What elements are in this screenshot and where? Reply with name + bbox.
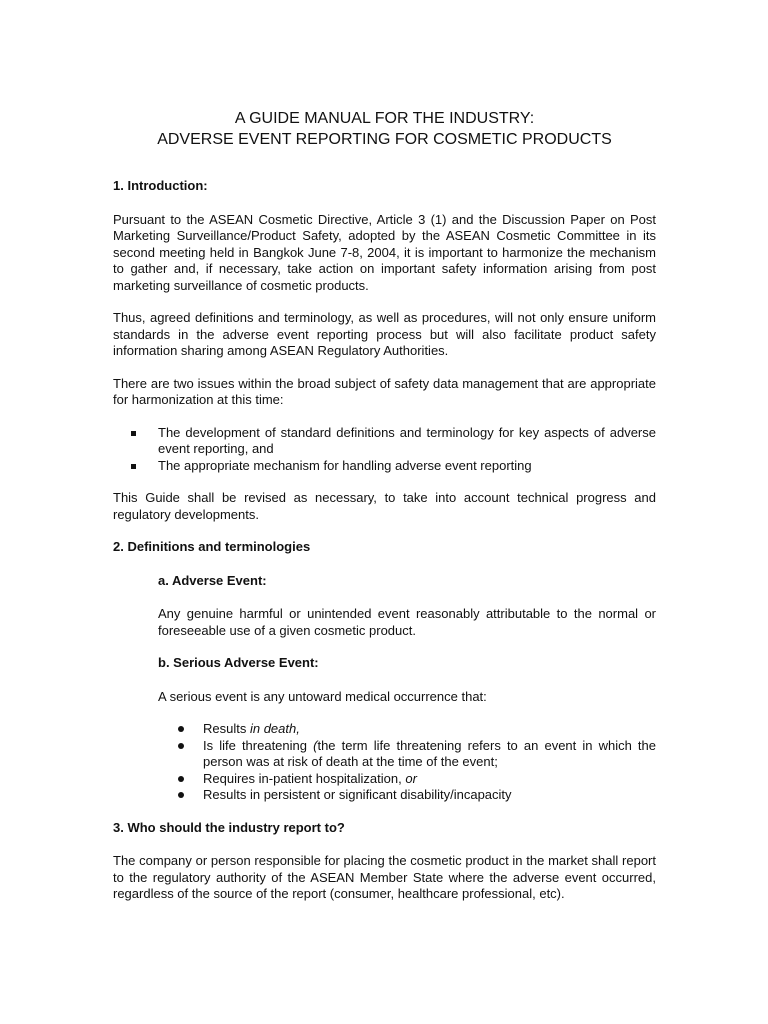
intro-paragraph-1: Pursuant to the ASEAN Cosmetic Directive, Article 3 (1) and the Discussion Paper on Post Marketing Surveillance/Product Safety, adopted by the ASEAN Cosmetic Committee in its second meeting held in Bangkok June 7-8, 2004, it is important to harmonize the mechanism to gather and, if necessary, take action on important safety information arising from post marketing surveillance of cosmetic products. (113, 211, 656, 293)
round-bullet-icon (178, 726, 184, 732)
list-item (158, 787, 656, 804)
intro-paragraph-4: This Guide shall be revised as necessary, to take into account technical progress and regulatory developments. (113, 490, 656, 522)
section-1-heading: 1. Introduction: (113, 178, 208, 193)
section-3-heading: 3. Who should the industry report to? (113, 819, 345, 835)
list-item-text: The appropriate mechanism for handling adverse event reporting (158, 457, 532, 473)
list-item (158, 738, 656, 771)
round-bullet-icon (178, 792, 184, 798)
definition-a (158, 573, 656, 706)
list-item (113, 425, 656, 458)
serious-event-criteria-list (158, 721, 656, 804)
document-page (113, 108, 656, 919)
criteria-text: Results (203, 721, 250, 736)
criteria-emphasis: ( (313, 737, 318, 753)
definition-b-text: A serious event is any untoward medical occurrence that: (158, 688, 487, 704)
criteria-text: the term life threatening refers to an event in which the person was at risk of death at the time of the event; (203, 737, 656, 769)
title-line-2: ADVERSE EVENT REPORTING FOR COSMETIC PRODUCTS (157, 131, 612, 148)
harmonization-issues-list (113, 425, 656, 475)
list-item (158, 721, 656, 738)
square-bullet-icon (131, 431, 136, 436)
definition-a-heading: a. Adverse Event: (158, 572, 267, 588)
round-bullet-icon (178, 776, 184, 782)
report-paragraph-1: The company or person responsible for placing the cosmetic product in the market shall report to the regulatory authority of the ASEAN Member State where the adverse event occurred, regardless of the source of the report (consumer, healthcare professional, etc). (113, 853, 656, 901)
square-bullet-icon (131, 464, 136, 469)
criteria-text: Is life threatening (203, 737, 314, 753)
intro-paragraph-2: Thus, agreed definitions and terminology, as well as procedures, will not only ensure uniform standards in the adverse event reporting process but will also facilitate product safety information sharing among ASEAN Regulatory Authorities. (113, 310, 656, 358)
document-title (113, 108, 656, 150)
intro-paragraph-3: There are two issues within the broad subject of safety data management that are appropriate for harmonization at this time: (113, 375, 656, 407)
round-bullet-icon (178, 743, 184, 749)
list-item (113, 458, 656, 475)
criteria-text: Results in persistent or significant disability/incapacity (203, 787, 512, 802)
list-item (158, 771, 656, 788)
list-item-text: The development of standard definitions and terminology for key aspects of adverse event reporting, and (158, 424, 656, 456)
section-2-heading: 2. Definitions and terminologies (113, 539, 311, 554)
definition-b-heading: b. Serious Adverse Event: (158, 655, 319, 670)
criteria-emphasis: or (405, 770, 417, 786)
definition-a-text: Any genuine harmful or unintended event reasonably attributable to the normal or foreseeable use of a given cosmetic product. (158, 606, 656, 638)
title-line-1: A GUIDE MANUAL FOR THE INDUSTRY: (234, 110, 535, 127)
criteria-text: Requires in-patient hospitalization, (203, 770, 406, 786)
criteria-emphasis: in death, (249, 721, 300, 736)
